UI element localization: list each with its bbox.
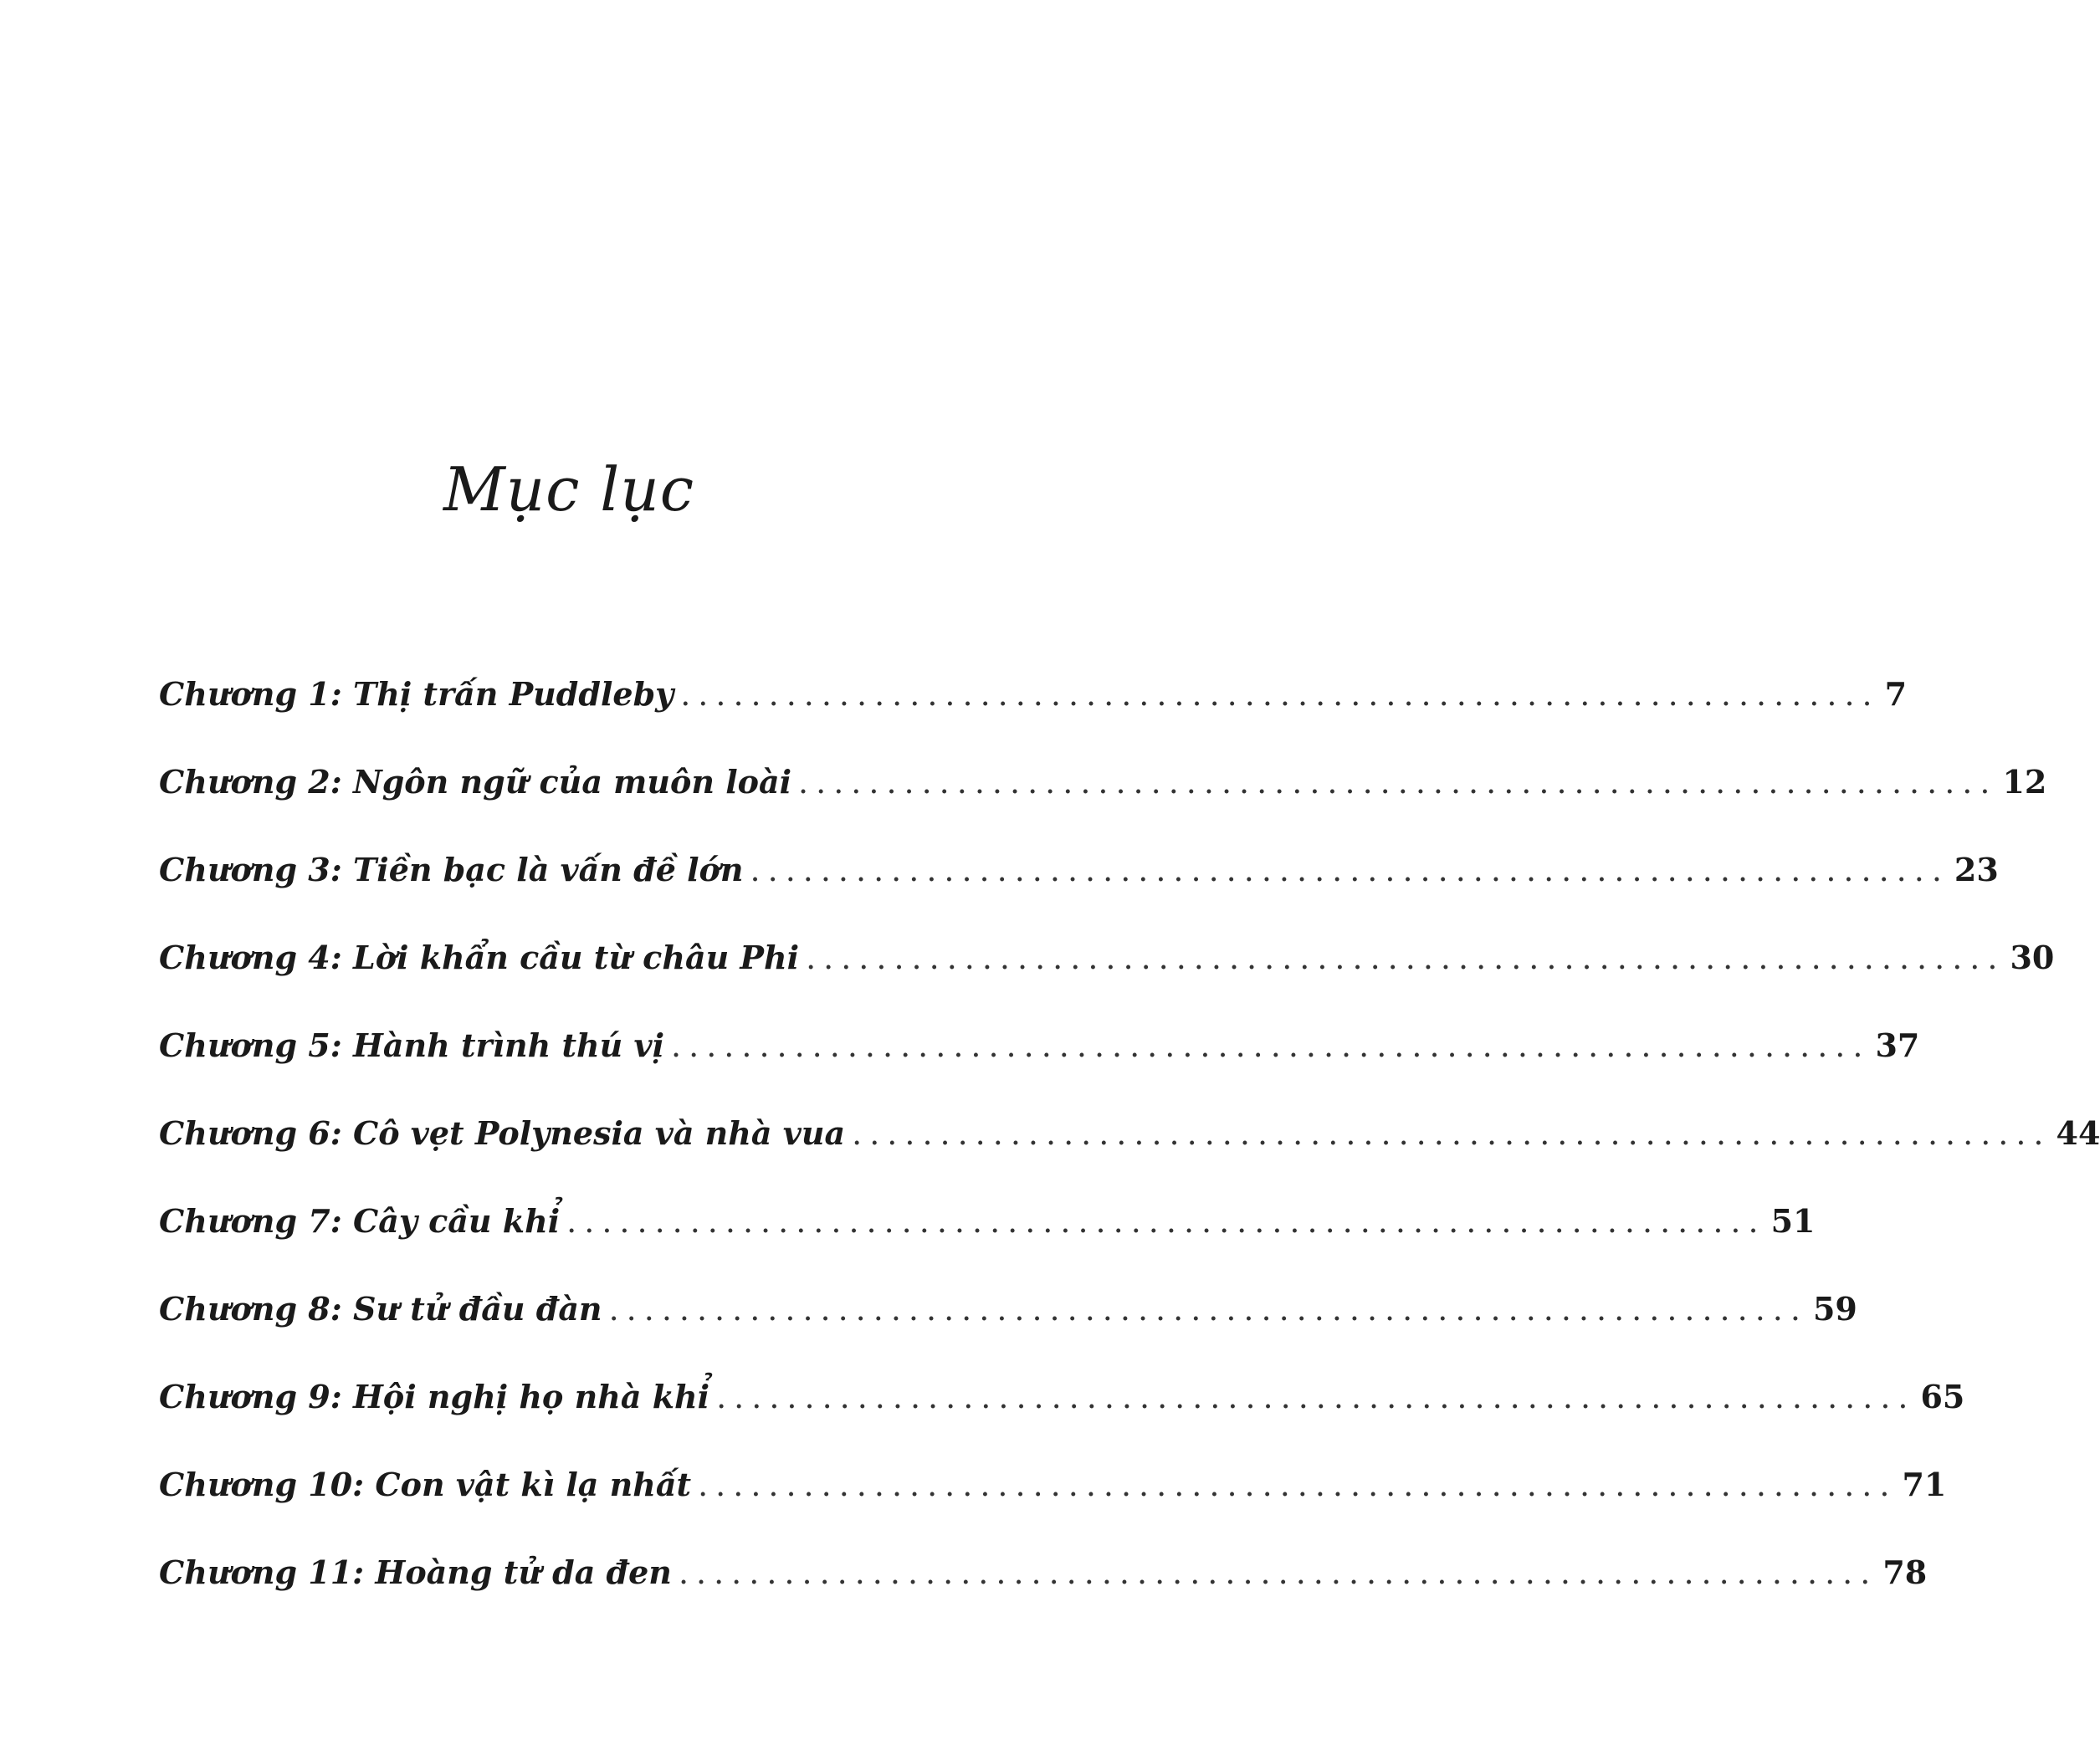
toc-entry <box>159 845 1999 933</box>
chapter-title: Sư tử đầu đàn <box>352 1290 602 1328</box>
chapter-title: Thị trấn Puddleby <box>352 675 674 713</box>
toc-entry <box>159 1196 1816 1284</box>
toc-entry <box>159 933 2055 1021</box>
page-number: 44 <box>2056 1114 2100 1152</box>
chapter-number: Chương 6: <box>159 1114 342 1152</box>
dot-leader: .................................................................... <box>698 1466 1898 1503</box>
table-of-contents <box>159 669 2100 1635</box>
dot-leader: .................................................................... <box>716 1379 1916 1415</box>
toc-entry <box>159 1548 1928 1635</box>
page-number: 7 <box>1884 675 1908 713</box>
dot-leader: .................................................................... <box>680 676 1880 713</box>
chapter-number: Chương 11: <box>159 1553 365 1591</box>
chapter-title: Lời khẩn cầu từ châu Phi <box>352 939 800 976</box>
page-number: 59 <box>1812 1290 1857 1328</box>
page-number: 78 <box>1882 1553 1928 1591</box>
page-number: 71 <box>1902 1466 1947 1503</box>
chapter-number: Chương 4: <box>159 939 342 976</box>
chapter-title: Hoàng tử da đen <box>375 1553 672 1591</box>
dot-leader: .................................................................... <box>806 939 2005 976</box>
chapter-number: Chương 2: <box>159 763 342 801</box>
chapter-title: Hội nghị họ nhà khỉ <box>352 1378 710 1415</box>
chapter-number: Chương 8: <box>159 1290 342 1328</box>
page-number: 51 <box>1770 1202 1816 1240</box>
chapter-title: Cây cầu khỉ <box>352 1202 561 1240</box>
dot-leader: .................................................................... <box>852 1115 2051 1152</box>
toc-entry <box>159 1460 1947 1548</box>
chapter-number: Chương 3: <box>159 851 342 888</box>
chapter-number: Chương 7: <box>159 1202 342 1240</box>
chapter-number: Chương 1: <box>159 675 342 713</box>
page-number: 37 <box>1875 1026 1920 1064</box>
dot-leader: .................................................................... <box>678 1554 1878 1591</box>
page-number: 12 <box>2002 763 2047 801</box>
page-number: 23 <box>1954 851 1999 888</box>
toc-entry <box>159 1021 1920 1108</box>
chapter-title: Cô vẹt Polynesia và nhà vua <box>352 1114 846 1152</box>
chapter-title: Ngôn ngữ của muôn loài <box>352 763 792 801</box>
dot-leader: .................................................................... <box>566 1203 1766 1240</box>
chapter-title: Hành trình thú vị <box>352 1026 665 1064</box>
toc-entry <box>159 669 1908 757</box>
dot-leader: .................................................................... <box>750 852 1949 888</box>
chapter-number: Chương 10: <box>159 1466 365 1503</box>
chapter-number: Chương 5: <box>159 1026 342 1064</box>
toc-entry <box>159 1284 1857 1372</box>
page-number: 65 <box>1920 1378 1965 1415</box>
dot-leader: .................................................................... <box>671 1027 1871 1064</box>
dot-leader: .................................................................... <box>798 764 1998 801</box>
toc-entry <box>159 1108 2100 1196</box>
toc-entry <box>159 1372 1965 1460</box>
page-number: 30 <box>2010 939 2055 976</box>
dot-leader: .................................................................... <box>608 1291 1808 1328</box>
chapter-title: Tiền bạc là vấn đề lớn <box>352 851 744 888</box>
toc-entry <box>159 757 2047 845</box>
chapter-number: Chương 9: <box>159 1378 342 1415</box>
chapter-title: Con vật kì lạ nhất <box>375 1466 692 1503</box>
page-title: Mục lục <box>443 454 695 525</box>
